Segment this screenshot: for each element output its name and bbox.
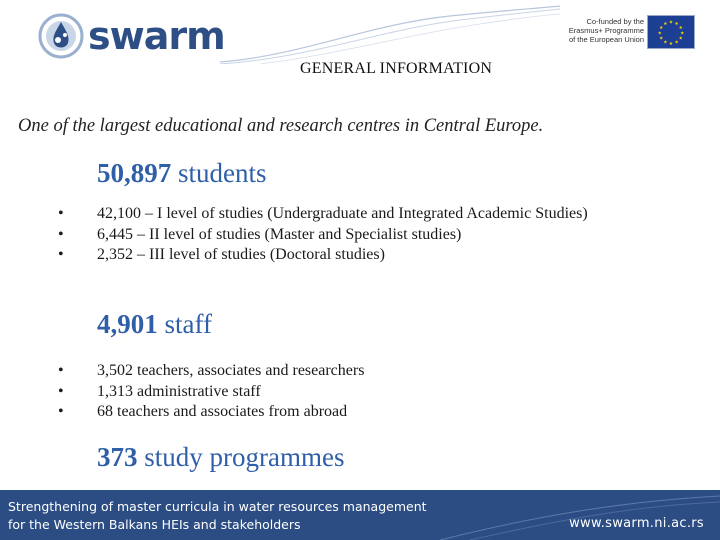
- svg-text:★: ★: [678, 26, 683, 32]
- svg-text:★: ★: [657, 31, 662, 37]
- staff-count: 4,901: [97, 309, 158, 339]
- students-heading: [97, 158, 267, 189]
- list-item-text: 3,502 teachers, associates and researchers: [97, 362, 365, 379]
- eu-flag-icon: [647, 15, 695, 49]
- footer-line-2: for the Western Balkans HEIs and stakeholders: [8, 517, 301, 532]
- section-title: GENERAL INFORMATION: [300, 60, 493, 77]
- list-item: [58, 382, 688, 403]
- staff-heading: [97, 309, 212, 340]
- students-label: students: [171, 158, 267, 188]
- svg-text:★: ★: [663, 22, 668, 28]
- bullet: •: [58, 205, 64, 222]
- footer-url: www.swarm.ni.ac.rs: [569, 516, 704, 531]
- bullet: •: [58, 225, 64, 243]
- bullet: •: [58, 246, 64, 263]
- students-list: [58, 204, 688, 266]
- svg-text:★: ★: [659, 36, 664, 42]
- svg-text:★: ★: [668, 42, 674, 48]
- svg-text:★: ★: [674, 22, 679, 28]
- list-item-text: 1,313 administrative staff: [97, 382, 261, 400]
- list-item-text: 68 teachers and associates from abroad: [97, 403, 348, 420]
- bullet: •: [58, 382, 64, 400]
- bullet: •: [58, 403, 64, 420]
- footer-project-title: [8, 498, 427, 534]
- list-item-text: 2,352 – III level of studies (Doctoral studies): [97, 246, 385, 263]
- programmes-count: 373: [97, 442, 138, 472]
- list-item: [58, 225, 688, 246]
- list-item: [58, 245, 688, 266]
- water-drop-icon: [38, 13, 84, 59]
- eu-text-line: Erasmus+ Programme: [568, 26, 644, 35]
- eu-text-line: Co-funded by the: [586, 17, 644, 26]
- svg-text:★: ★: [668, 20, 674, 26]
- swarm-logo: [38, 12, 238, 60]
- list-item: [58, 361, 688, 382]
- programmes-label: study programmes: [137, 442, 345, 472]
- eu-cofunded-text: [560, 17, 644, 44]
- eu-text-line: of the European Union: [568, 35, 644, 44]
- footer-line-1: Strengthening of master curricula in water resources management: [8, 499, 427, 514]
- logo-wordmark: swarm: [88, 14, 225, 58]
- svg-text:★: ★: [674, 40, 679, 46]
- list-item-text: 6,445 – II level of studies (Master and Specialist studies): [97, 225, 462, 243]
- footer-bar: [0, 490, 720, 540]
- svg-text:★: ★: [678, 36, 683, 42]
- svg-text:★: ★: [680, 31, 685, 37]
- staff-label: staff: [157, 309, 212, 339]
- tagline: One of the largest educational and research centres in Central Europe.: [18, 116, 544, 136]
- decorative-wave: [220, 4, 560, 64]
- list-item: [58, 204, 688, 225]
- students-count: 50,897: [97, 158, 172, 188]
- staff-list: [58, 361, 688, 423]
- bullet: •: [58, 362, 64, 379]
- svg-text:★: ★: [663, 40, 668, 46]
- list-item: [58, 402, 688, 423]
- list-item-text: 42,100 – I level of studies (Undergraduate and Integrated Academic Studies): [97, 205, 588, 222]
- svg-text:★: ★: [659, 26, 664, 32]
- programmes-heading: [97, 442, 344, 473]
